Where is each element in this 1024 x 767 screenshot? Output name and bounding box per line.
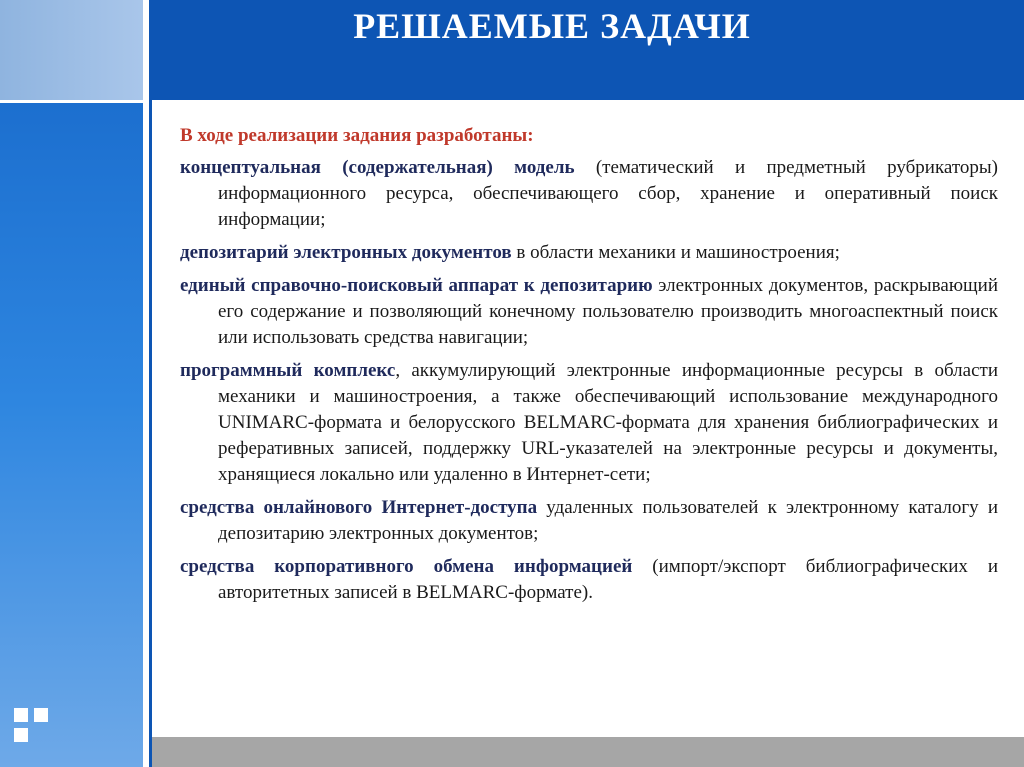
list-item xyxy=(180,358,998,488)
item-term: депозитарий электронных документов xyxy=(180,242,512,263)
item-term: концептуальная (содержательная) модель xyxy=(180,157,575,178)
squares-logo-icon xyxy=(14,708,60,754)
vertical-divider xyxy=(143,0,146,767)
slide-title: РЕШАЕМЫЕ ЗАДАЧИ xyxy=(353,6,751,46)
item-term: средства корпоративного обмена информацией xyxy=(180,556,633,577)
slide-content xyxy=(180,124,998,613)
item-description: , аккумулирующий электронные информационные ресурсы в области механики и машиностроения, а также обеспечивающий использование международного UNIMARC-формата и белорусского BELMARC-формата для хранения библиографических и реферативных записей, поддержку URL-указателей на электронные ресурсы и документы, хранящиеся локально или удаленно в Интернет-сети; xyxy=(218,360,998,485)
list-item xyxy=(180,240,998,266)
item-term: единый справочно-поисковый аппарат к депозитарию xyxy=(180,275,653,296)
item-term: программный комплекс xyxy=(180,360,396,381)
item-description: в области механики и машиностроения; xyxy=(511,242,840,263)
left-sidebar-panel xyxy=(0,103,143,767)
item-description: электронных документов, раскрывающий его содержание и позволяющий конечному пользователю производить многоаспектный поиск или использовать средства навигации; xyxy=(218,275,998,348)
vertical-accent xyxy=(149,0,152,767)
top-left-panel xyxy=(0,0,143,100)
list-item xyxy=(180,273,998,351)
item-description: (импорт/экспорт библиографических и авторитетных записей в BELMARC-формате). xyxy=(218,556,998,603)
list-item xyxy=(180,495,998,547)
list-item xyxy=(180,155,998,233)
header-divider xyxy=(152,100,1024,102)
item-description: удаленных пользователей к электронному каталогу и депозитарию электронных документов; xyxy=(218,497,998,544)
horizontal-divider xyxy=(0,100,152,103)
item-term: средства онлайнового Интернет-доступа xyxy=(180,497,538,518)
intro-heading: В ходе реализации задания разработаны: xyxy=(180,125,534,146)
list-item xyxy=(180,554,998,606)
footer-bar xyxy=(152,737,1024,767)
item-description: (тематический и предметный рубрикаторы) информационного ресурса, обеспечивающего сбор, хранение и оперативный поиск информации; xyxy=(218,157,998,230)
